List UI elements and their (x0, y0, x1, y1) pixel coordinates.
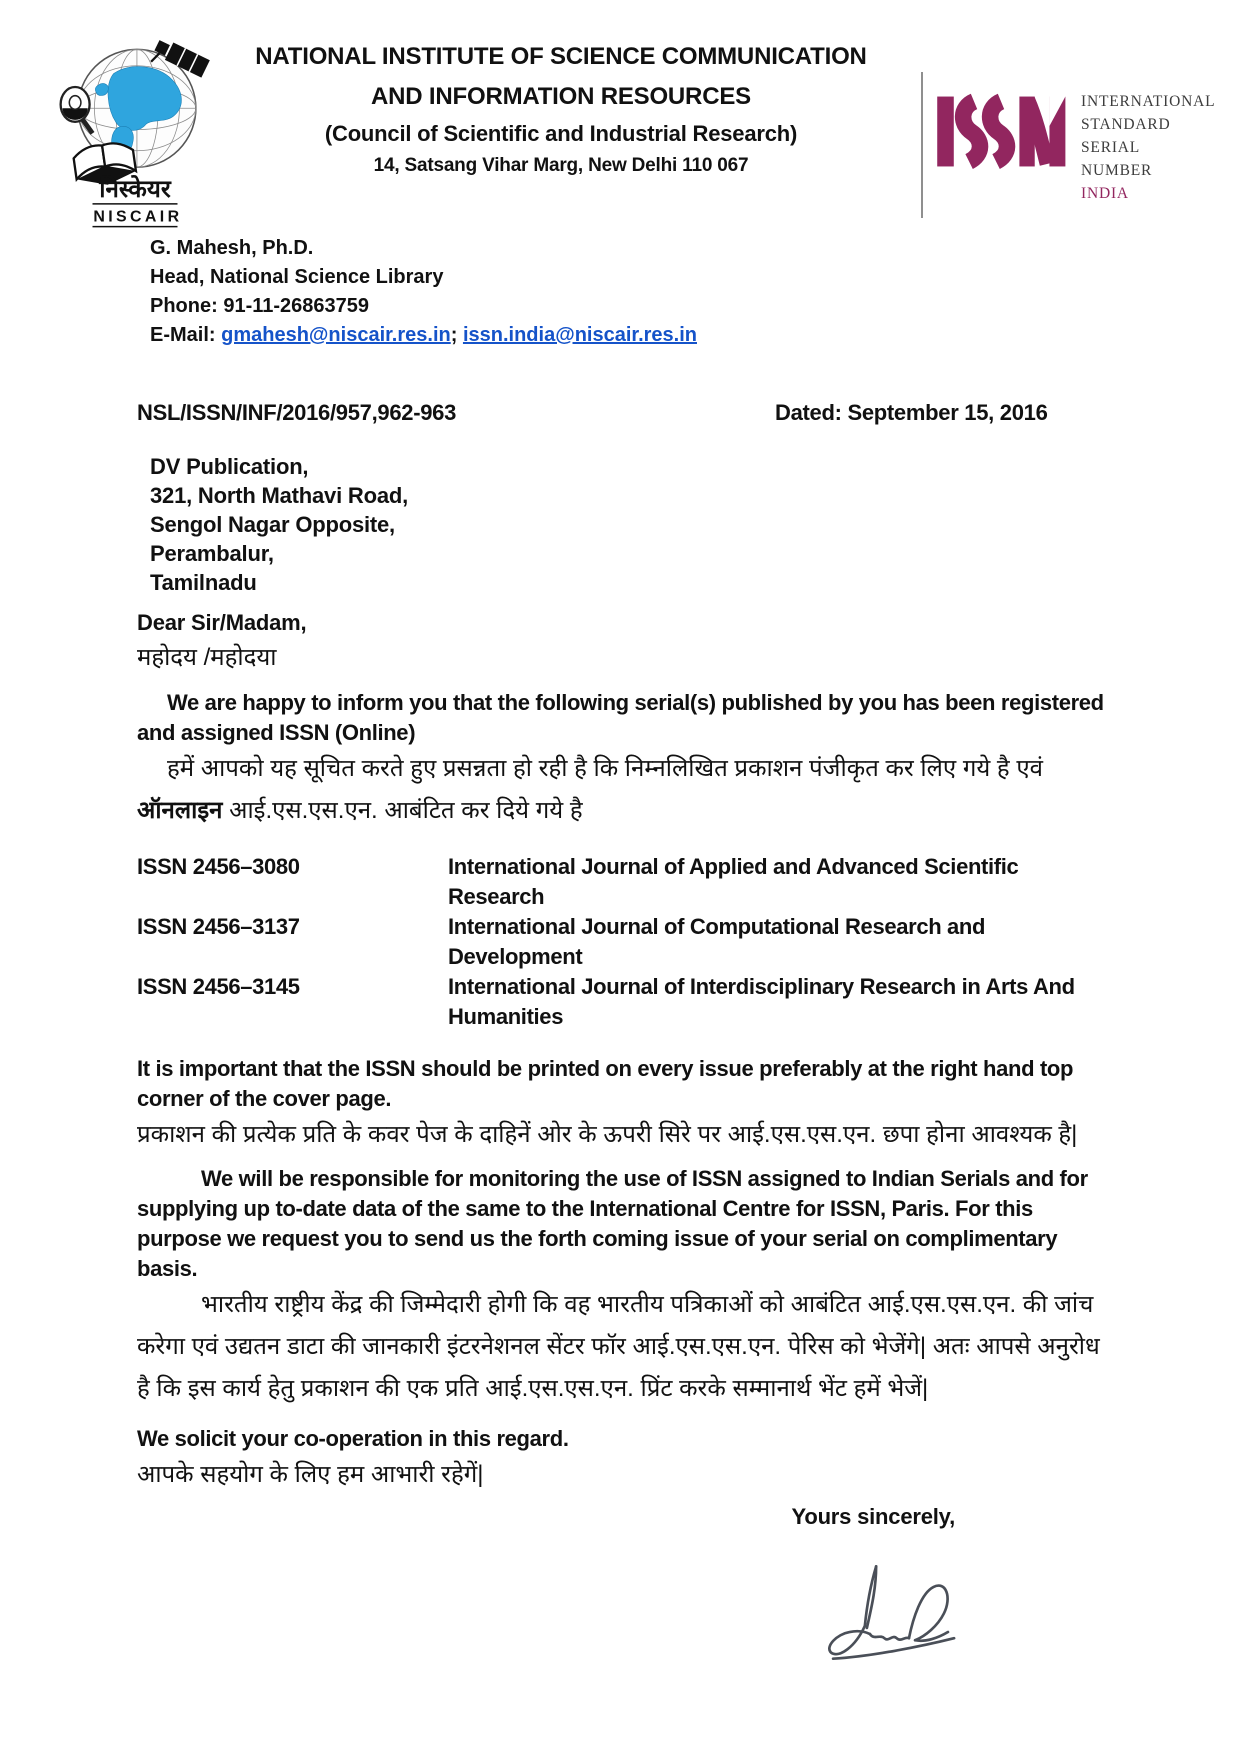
recipient-address (150, 452, 408, 597)
closing-english: We solicit your co-operation in this regard. (137, 1426, 569, 1451)
paragraph-monitoring-hindi: भारतीय राष्ट्रीय केंद्र की जिम्मेदारी होगी कि वह भारतीय पत्रिकाओं को आबंटित आई.एस.एस.एन. की जांच करेगा एवं उद्यतन डाटा की जानकारी इंटरनेशनल सेंटर फॉर आई.एस.एस.एन. पेरिस को भेजेंगे| अतः आपसे अनुरोध है कि इस कार्य हेतु प्रकाशन की एक प्रति आई.एस.एस.एन. प्रिंट करके सम्मानार्थ भेंट हमें भेजें| (137, 1291, 1100, 1402)
issn-text-line3: SERIAL (1081, 139, 1141, 156)
recipient-line: DV Publication, (150, 454, 309, 479)
recipient-line: Tamilnadu (150, 570, 257, 595)
header-divider (921, 72, 923, 218)
niscair-globe-icon (50, 30, 220, 230)
issn-logo-text (1081, 84, 1215, 205)
issn-logo-icon (936, 84, 1066, 179)
issn-number: ISSN 2456–3137 (137, 914, 300, 939)
letterhead (225, 42, 897, 178)
phone-number: 91-11-26863759 (223, 295, 370, 317)
letter-body (137, 688, 1112, 1530)
hindi-online-bold: ऑनलाइन (137, 797, 223, 824)
sender-email-line (150, 321, 697, 350)
signature-icon (808, 1552, 973, 1670)
journal-title: International Journal of Computational Research and Development (448, 914, 986, 969)
lens-icon (61, 87, 93, 133)
issn-assignment-list (137, 852, 1112, 1032)
salutation (137, 608, 306, 678)
recipient-line: Perambalur, (150, 541, 274, 566)
email-separator: ; (450, 324, 463, 346)
email-link-gmahesh[interactable]: gmahesh@niscair.res.in (221, 324, 451, 346)
issn-row (137, 912, 1112, 972)
paragraph-monitoring-english: We will be responsible for monitoring the use of ISSN assigned to Indian Serials and for supplying up to-date data of the same to the International Centre for ISSN, Paris. For this purpose we request you to send us the forth coming issue of your serial on complimentary basis. (137, 1166, 1088, 1281)
org-council: (Council of Scientific and Industrial Research) (324, 121, 798, 146)
issn-row (137, 972, 1112, 1032)
letter-date: Dated: September 15, 2016 (775, 400, 1048, 425)
sender-name: G. Mahesh, Ph.D. (150, 237, 314, 259)
recipient-line: Sengol Nagar Opposite, (150, 512, 395, 537)
niscair-logo (50, 30, 220, 235)
salutation-hindi: महोदय /महोदया (137, 644, 277, 671)
paragraph-registration-hindi (137, 748, 1112, 832)
journal-title: International Journal of Interdisciplinary Research in Arts And Humanities (448, 974, 1075, 1029)
issn-row (137, 852, 1112, 912)
closing-hindi: आपके सहयोग के लिए हम आभारी रहेगें| (137, 1461, 484, 1488)
paragraph-registration-english: We are happy to inform you that the following serial(s) published by you has been registered and assigned ISSN (Online) (137, 690, 1104, 745)
paragraph-print-notice-hindi: प्रकाशन की प्रत्येक प्रति के कवर पेज के दाहिनें ओर के ऊपरी सिरे पर आई.एस.एस.एन. छपा होना आवश्यक है| (137, 1121, 1078, 1148)
valediction: Yours sincerely, (791, 1504, 955, 1529)
issn-text-line4: NUMBER (1081, 162, 1153, 179)
issn-text-country: INDIA (1081, 185, 1129, 202)
signature (808, 1552, 973, 1675)
issn-text-line2: STANDARD (1081, 116, 1171, 133)
reference-row (137, 400, 1112, 426)
org-address: 14, Satsang Vihar Marg, New Delhi 110 067 (373, 155, 749, 176)
email-link-issn-india[interactable]: issn.india@niscair.res.in (462, 324, 697, 346)
org-name-line1: NATIONAL INSTITUTE OF SCIENCE COMMUNICATION (255, 43, 867, 70)
hindi-text: हमें आपको यह सूचित करते हुए प्रसन्नता हो रही है कि निम्नलिखित प्रकाशन पंजीकृत कर लिए गये है एवं (167, 755, 1043, 782)
sender-title: Head, National Science Library (150, 266, 444, 288)
sender-phone (150, 292, 697, 321)
reference-number: NSL/ISSN/INF/2016/957,962-963 (137, 400, 457, 425)
phone-label: Phone: (150, 295, 224, 317)
journal-title: International Journal of Applied and Advanced Scientific Research (448, 854, 1019, 909)
niscair-latin-name: NISCAIR (93, 208, 183, 226)
issn-number: ISSN 2456–3145 (137, 974, 300, 999)
sender-contact-block (150, 234, 697, 350)
recipient-line: 321, North Mathavi Road, (150, 483, 409, 508)
email-label: E-Mail: (150, 324, 222, 346)
org-name-line2: AND INFORMATION RESOURCES (371, 83, 751, 110)
issn-text-line1: INTERNATIONAL (1081, 93, 1216, 110)
issn-number: ISSN 2456–3080 (137, 854, 300, 879)
issn-india-logo (936, 84, 1215, 205)
paragraph-print-notice-english: It is important that the ISSN should be printed on every issue preferably at the right hand top corner of the cover page. (137, 1056, 1074, 1111)
hindi-text: आई.एस.एस.एन. आबंटित कर दिये गये है (222, 797, 583, 824)
salutation-english: Dear Sir/Madam, (137, 610, 307, 635)
niscair-hindi-name: निस्केयर (99, 176, 171, 204)
